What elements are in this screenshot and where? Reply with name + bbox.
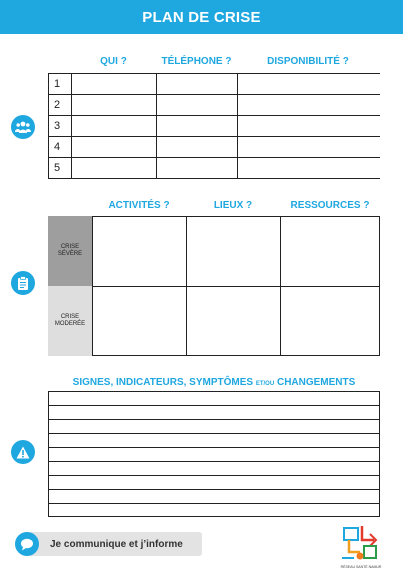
telephone-cell[interactable]	[157, 74, 238, 95]
row-number: 3	[49, 116, 72, 137]
writing-line	[49, 433, 379, 434]
contacts-table	[48, 73, 380, 179]
signs-title-part2: CHANGEMENTS	[274, 377, 356, 388]
table-row	[49, 137, 380, 158]
disponibilite-cell[interactable]	[238, 137, 380, 158]
severe-crisis-text: CRISE SÉVÈRE	[57, 244, 83, 257]
signs-title	[48, 377, 380, 388]
writing-line	[49, 447, 379, 448]
disponibilite-cell[interactable]	[238, 95, 380, 116]
moderate-crisis-text: CRISE MODERÉE	[54, 314, 86, 327]
qui-cell[interactable]	[72, 74, 157, 95]
grid-divider	[93, 286, 379, 287]
column-header-telephone: TÉLÉPHONE ?	[161, 56, 232, 67]
table-row	[49, 95, 380, 116]
qui-cell[interactable]	[72, 158, 157, 179]
telephone-cell[interactable]	[157, 137, 238, 158]
reseau-sante-logo	[340, 522, 382, 570]
row-number: 4	[49, 137, 72, 158]
communicate-button[interactable]	[15, 532, 202, 556]
moderate-crisis-label	[48, 286, 92, 356]
telephone-cell[interactable]	[157, 116, 238, 137]
signs-title-small: ET/OU	[255, 381, 275, 387]
page-title: PLAN DE CRISE	[142, 8, 261, 26]
qui-cell[interactable]	[72, 95, 157, 116]
table-row	[49, 158, 380, 179]
qui-cell[interactable]	[72, 116, 157, 137]
row-number: 1	[49, 74, 72, 95]
row-number: 2	[49, 95, 72, 116]
warning-icon	[11, 440, 35, 464]
chat-bubble-icon	[15, 532, 39, 556]
communicate-button-label: Je communique et j’informe	[50, 538, 183, 550]
writing-line	[49, 461, 379, 462]
severe-crisis-label	[48, 216, 92, 286]
column-header-qui: QUI ?	[100, 56, 127, 67]
signs-lines-box[interactable]	[48, 391, 380, 517]
people-group-icon	[11, 115, 35, 139]
writing-line	[49, 419, 379, 420]
writing-line	[49, 489, 379, 490]
disponibilite-cell[interactable]	[238, 116, 380, 137]
disponibilite-cell[interactable]	[238, 158, 380, 179]
column-header-activites: ACTIVITÉS ?	[108, 200, 170, 211]
disponibilite-cell[interactable]	[238, 74, 380, 95]
table-row	[49, 116, 380, 137]
writing-line	[49, 405, 379, 406]
column-header-lieux: LIEUX ?	[213, 200, 253, 211]
clipboard-icon	[11, 271, 35, 295]
column-header-disponibilite: DISPONIBILITÉ ?	[267, 56, 349, 67]
column-header-ressources: RESSOURCES ?	[290, 200, 370, 211]
writing-line	[49, 475, 379, 476]
telephone-cell[interactable]	[157, 158, 238, 179]
crisis-grid	[48, 216, 380, 356]
crisis-cells[interactable]	[92, 216, 380, 356]
row-number: 5	[49, 158, 72, 179]
writing-line	[49, 503, 379, 504]
page-header	[0, 0, 403, 34]
qui-cell[interactable]	[72, 137, 157, 158]
logo-text: RÉSEAU SANTÉ NAMUR	[340, 565, 382, 569]
table-row	[49, 74, 380, 95]
signs-title-part1: SIGNES, INDICATEURS, SYMPTÔMES	[72, 377, 256, 388]
telephone-cell[interactable]	[157, 95, 238, 116]
